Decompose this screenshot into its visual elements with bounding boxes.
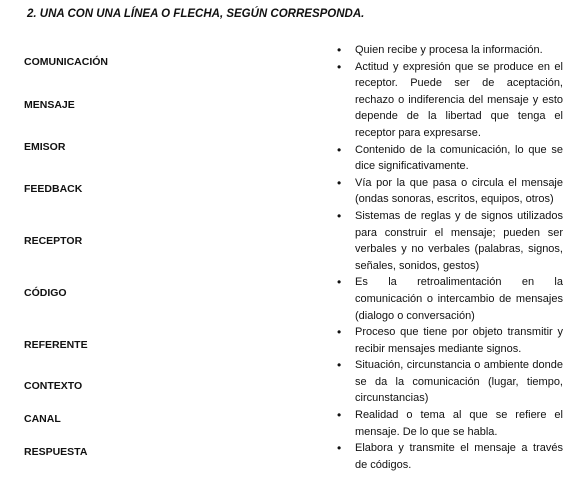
term-feedback: FEEDBACK [24, 183, 83, 195]
definition-item: • Elabora y transmite el mensaje a través de códigos. [355, 440, 563, 473]
definition-item: • Realidad o tema al que se refiere el mensaje. De lo que se habla. [355, 407, 563, 440]
definition-item: • Proceso que tiene por objeto transmitir y recibir mensajes mediante signos. [355, 324, 563, 357]
term-respuesta: RESPUESTA [24, 446, 88, 458]
definition-item: • Es la retroalimentación en la comunicación o intercambio de mensajes (dialogo o conversación) [355, 274, 563, 324]
definition-item: • Situación, circunstancia o ambiente donde se da la comunicación (lugar, tiempo, circunstancias) [355, 357, 563, 407]
term-referente: REFERENTE [24, 339, 88, 351]
term-contexto: CONTEXTO [24, 380, 83, 392]
definition-item: • Actitud y expresión que se produce en el receptor. Puede ser de aceptación, rechazo o indiferencia del mensaje y esto depende de la libertad que tenga el receptor para expresarse. [355, 59, 563, 142]
term-canal: CANAL [24, 413, 61, 425]
term-codigo: CÓDIGO [24, 287, 67, 299]
definition-item: • Contenido de la comunicación, lo que se dice significativamente. [355, 142, 563, 175]
term-mensaje: MENSAJE [24, 99, 75, 111]
definition-item: • Quien recibe y procesa la información. [355, 42, 563, 59]
definition-item: • Vía por la que pasa o circula el mensaje (ondas sonoras, escritos, equipos, otros) [355, 175, 563, 208]
definition-item: • Sistemas de reglas y de signos utilizados para construir el mensaje; pueden ser verbales y no verbales (palabras, signos, señales, sonidos, gestos) [355, 208, 563, 274]
term-comunicacion: COMUNICACIÓN [24, 56, 108, 68]
exercise-title: 2. UNA CON UNA LÍNEA O FLECHA, SEGÚN CORRESPONDA. [27, 8, 365, 20]
term-receptor: RECEPTOR [24, 235, 83, 247]
definitions-list [355, 42, 563, 473]
term-emisor: EMISOR [24, 141, 66, 153]
